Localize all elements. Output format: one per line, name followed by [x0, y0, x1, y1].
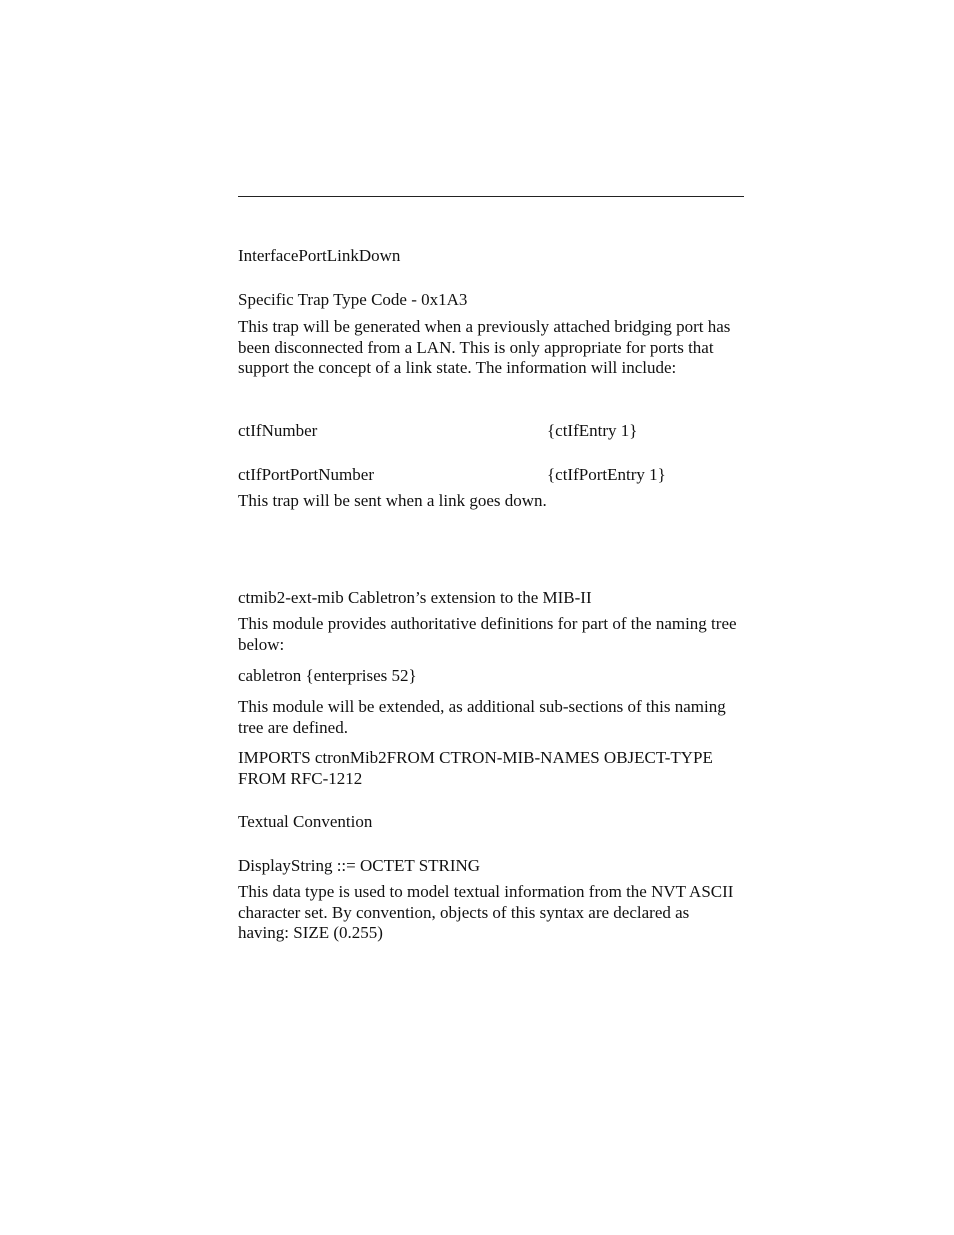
imports-statement: IMPORTS ctronMib2FROM CTRON-MIB-NAMES OBJECT-TYPE FROM RFC-1212 — [238, 748, 713, 788]
trap-name: InterfacePortLinkDown — [238, 246, 401, 265]
header-rule — [238, 196, 744, 197]
variable-oid-2: {ctIfPortEntry 1} — [547, 465, 666, 484]
variable-name-2: ctIfPortPortNumber — [238, 465, 374, 484]
display-string-definition: DisplayString ::= OCTET STRING — [238, 856, 481, 875]
naming-tree: cabletron {enterprises 52} — [238, 666, 417, 685]
variable-name-1: ctIfNumber — [238, 421, 318, 440]
convention-heading: Textual Convention — [238, 812, 373, 831]
trap-code: Specific Trap Type Code - 0x1A3 — [238, 290, 468, 309]
extension-note: This module will be extended, as additional sub-sections of this naming tree are defined. — [238, 697, 726, 737]
module-title: ctmib2-ext-mib Cabletron’s extension to the MIB-II — [238, 588, 592, 607]
variable-oid-1: {ctIfEntry 1} — [547, 421, 638, 440]
display-string-description: This data type is used to model textual information from the NVT ASCII character set. By convention, objects of this syntax are declared as having: SIZE (0.255) — [238, 882, 734, 942]
trap-description: This trap will be generated when a previously attached bridging port has been disconnected from a LAN. This is only appropriate for ports that support the concept of a link state. The information will include: — [238, 317, 731, 377]
module-description: This module provides authoritative definitions for part of the naming tree below: — [238, 614, 737, 654]
trap-note: This trap will be sent when a link goes down. — [238, 491, 547, 510]
